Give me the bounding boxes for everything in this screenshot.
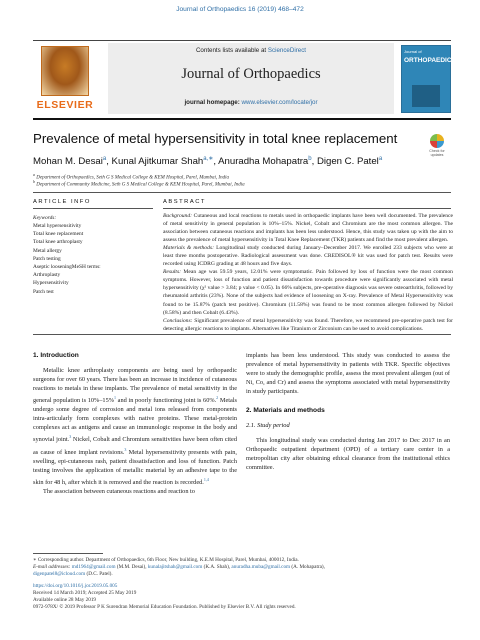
email-owner: (M.M. Desai), [115, 564, 148, 571]
email-owner: (D.C. Patel). [85, 571, 113, 578]
text-run: Metals undergo some degree of corrosion and metal ions released from components intra-articularly form complexes with native proteins. These metal-protein complexes act as antigens and cause an immunologic response in the body and synovial joint. [33, 397, 238, 444]
journal-masthead [33, 40, 456, 120]
abstract-results-text: Mean age was 59.59 years, 12.01% were symptomatic. Pain followed by loss of function were the most common symptoms. However, loss of function and patient dissatisfaction towards procedure were significantly associated with metal hypersensitivity (χ² value > 3.84; p value < 0.05). In 66% subjects, pre-operative diagnosis was severe osteoarthritis, followed by rheumatoid arthritis (23%). None of the subjects had evidence of loosening on X-ray. Prevalence of Metal Hypersensitivity was found to be 15.87% (patch test positive). Chromium (11.58%) was found to be most common allergen followed by Nickel (8.58%) and then Cobalt (6.43%). [163, 269, 453, 316]
journal-homepage-link[interactable]: www.elsevier.com/locate/jor [241, 99, 318, 106]
abstract-conclusions [163, 317, 453, 333]
author-name[interactable]: Anuradha Mohapatra [218, 156, 309, 168]
header-divider [33, 192, 451, 193]
cover-head: Journal of [404, 49, 422, 54]
intro-paragraph-continued: implants has been less understood. This study was conducted to assess the prevalence of metal hypersensitivity in patients with TKR. Specific objectives were to study the demographic profile, assess the most prevalent allergen (out of Ni, Co, and Cr) and assess the symptoms associated with metal hypersensitivity in study participants. [246, 352, 450, 396]
abstract-methods [163, 244, 453, 268]
keyword-item: Metal hypersensitivity [33, 223, 82, 229]
affiliation-marker: b [33, 179, 35, 184]
citation-link[interactable]: 2 [216, 395, 219, 401]
author-name[interactable]: Digen C. Patel [316, 156, 379, 168]
keyword-item: Patch testing [33, 255, 61, 262]
author-name[interactable]: Mohan M. Desai [33, 156, 103, 168]
keyword-list [33, 222, 153, 296]
section-heading-introduction: 1. Introduction [33, 352, 79, 359]
abstract-bottom-divider [33, 334, 451, 335]
affiliation-text: Department of Community Medicine, Seth G S Medical College & KEM Hospital, Parel, Mumbai, India [36, 182, 245, 188]
email-owner: (A. Mohapatra), [290, 564, 325, 571]
abstract-background [163, 212, 453, 244]
elsevier-wordmark: ELSEVIER [36, 99, 94, 111]
received-date: Received 14 March 2019; Accepted 25 May 2019 [33, 589, 137, 596]
abstract-body [163, 212, 453, 333]
copyright-notice: 0972-978X/ © 2019 Professor P K Surendran Memorial Education Foundation. Published by Elsevier B.V. All rights reserved. [33, 604, 296, 611]
homepage-prefix: journal homepage: [184, 99, 242, 106]
email-addresses-continued [33, 571, 453, 578]
footnote-rule [33, 553, 103, 554]
email-owner: (K.A. Shah), [202, 564, 232, 571]
sciencedirect-link[interactable]: ScienceDirect [267, 47, 307, 54]
abstract-conclusions-text: Significant prevalence of metal hypersensitivity was found. Therefore, we recommend pre-operative patch test for detecting allergic reactions to implants. Alternatives like Titanium or Zirconium can be used to avoid complications. [163, 317, 454, 332]
cover-image [412, 85, 440, 107]
footnotes [33, 557, 453, 611]
author-name[interactable]: Kunal Ajitkumar Shah [111, 156, 204, 168]
text-run: and in poorly functioning joint is 60%. [115, 397, 217, 405]
abstract-results [163, 268, 453, 316]
section-heading-methods: 2. Materials and methods [246, 407, 325, 415]
abstract-rule [163, 208, 451, 209]
masthead-top-rule [33, 40, 451, 41]
citation-link[interactable]: 1 [113, 395, 116, 401]
body-column-left [33, 351, 237, 496]
email-link[interactable]: kunalajitshah@gmail.com [147, 564, 203, 571]
email-link[interactable]: anuradha.muba@gmail.com [231, 564, 291, 571]
author-affil-marker[interactable]: a [102, 156, 107, 162]
keyword-item: Total knee replacement [33, 231, 84, 238]
journal-title: Journal of Orthopaedics [181, 66, 321, 82]
text-run: Metallic knee arthroplasty components are being used by orthopaedic surgeons for over 60 years. There has been an increase in incidence of cutaneous reactions to metals in these implants. The prevalence of metal sensitivity in the general population is 10%–15% [33, 367, 237, 405]
citation-link[interactable]: 1,4 [203, 476, 209, 482]
elsevier-tree-icon [41, 46, 89, 96]
citation-link[interactable]: 3 [69, 434, 72, 440]
email-link[interactable]: md1964@gmail.com [71, 564, 116, 571]
article-title: Prevalence of metal hypersensitivity in total knee replacement [33, 131, 398, 146]
affiliation [33, 179, 433, 188]
abstract-heading: ABSTRACT [163, 199, 206, 205]
email-label: E-mail addresses: [33, 564, 71, 571]
author-affil-marker[interactable]: a [378, 156, 383, 162]
subsection-heading-study-period: 2.1. Study period [246, 422, 290, 430]
keyword-item: Patch test [33, 288, 54, 295]
cover-title: ORTHOPAEDICS [404, 57, 456, 64]
contents-prefix: Contents lists available at [195, 47, 268, 54]
study-period-paragraph: This longitudinal study was conducted during Jan 2017 to Dec 2017 in an Orthopaedic outpatient department (OPD) of a tertiary care center in a metropolitan city after obtaining ethical clearance from the institutional ethics committee. [246, 437, 450, 472]
contents-available-line [108, 47, 394, 54]
intro-paragraph-2: The association between cutaneous reactions and reaction to [43, 487, 195, 495]
abstract-conclusions-label: Conclusions: [163, 317, 193, 324]
abstract-background-text: Cutaneous and local reactions to metals used in orthopaedic implants have been well documented. The prevalence of metal sensitivity in general population is 10%–15%. Nickel, Cobalt and Chromium are the most common allergen. The association between cutaneous reactions and implants has been less understood. Hence, this study was taken up with the aim to assess the prevalence of metal hypersensitivity in Total Knee Replacement (TKR) patients and find the most prevalent allergen. [163, 213, 453, 244]
journal-info-box [108, 43, 394, 114]
available-online-date: Available online 28 May 2019 [33, 597, 97, 604]
intro-paragraph-1 [33, 366, 237, 487]
author-list: Mohan M. Desai$^a$, Kunal Ajitkumar Shah$^{a,∗}$, Anuradha Mohapatra$^b$, Digen C. Patel$^a$ [33, 156, 383, 168]
author-affil-marker[interactable]: b [308, 156, 312, 162]
crossmark-icon [430, 134, 444, 148]
affiliation-text: Department of Orthopaedics, Seth G S Medical College & KEM Hospital, Parel, Mumbai, India [36, 175, 229, 181]
journal-homepage-line [108, 99, 394, 106]
crossmark-label: Check for updates [429, 149, 445, 157]
abstract-methods-text: Longitudinal study conducted during January–December 2017. We enrolled 233 subjects who were at least three months postoperative. Radiological assessment was done. CREDISOL® kit was used for patch test. Results were recorded using ICDRG grading at 48 hours and five days. [163, 245, 453, 268]
text-run: Nickel, Cobalt and Chromium sensitivities have been often cited as cause of knee implant revisions. [33, 436, 237, 456]
journal-cover-thumbnail[interactable] [401, 45, 456, 113]
abstract-results-label: Results: [163, 269, 182, 276]
abstract-methods-label: Materials & methods: [163, 245, 214, 252]
keyword-item: Metal allergy [33, 247, 62, 254]
keyword-item: Total knee arthroplasty [33, 239, 83, 246]
doi-link[interactable]: https://doi.org/10.1016/j.jor.2019.05.005 [33, 582, 118, 589]
keyword-item: Arthroplasty [33, 272, 61, 279]
author-affil-marker[interactable]: a,∗ [203, 156, 214, 162]
article-info-heading: ARTICLE INFO [33, 199, 91, 205]
journal-reference[interactable]: Journal of Orthopaedics 16 (2019) 468–472 [176, 6, 304, 13]
body-column-right [246, 351, 450, 473]
abstract-background-label: Background: [163, 213, 192, 219]
keyword-item: Aseptic looseningMeSH terms: [33, 264, 101, 271]
corresponding-author-note: ∗ Corresponding author. Department of Orthopaedics, 6th Floor, New building, K.E.M Hospital, Parel, Mumbai, 400012, India. [33, 557, 299, 563]
affiliation-marker: a [33, 172, 35, 177]
masthead-bottom-rule [33, 118, 451, 120]
text-run: Metal hypersensitivity presents with pain, swelling, epi-cutaneous rash, patient dissatisfaction and loss of function. Patch testing involves the application of metallic material by an adhesive tape to the skin for 48 h, after which it is removed and the reaction is recorded. [33, 448, 237, 486]
article-info-rule [33, 208, 153, 209]
email-link[interactable]: digenpatel8@icloud.com [33, 571, 86, 578]
keyword-item: Hypersensitivity [33, 280, 69, 287]
citation-link[interactable]: 3 [124, 446, 127, 452]
keywords-label: Keywords: [33, 215, 57, 221]
elsevier-logo[interactable] [33, 46, 97, 114]
